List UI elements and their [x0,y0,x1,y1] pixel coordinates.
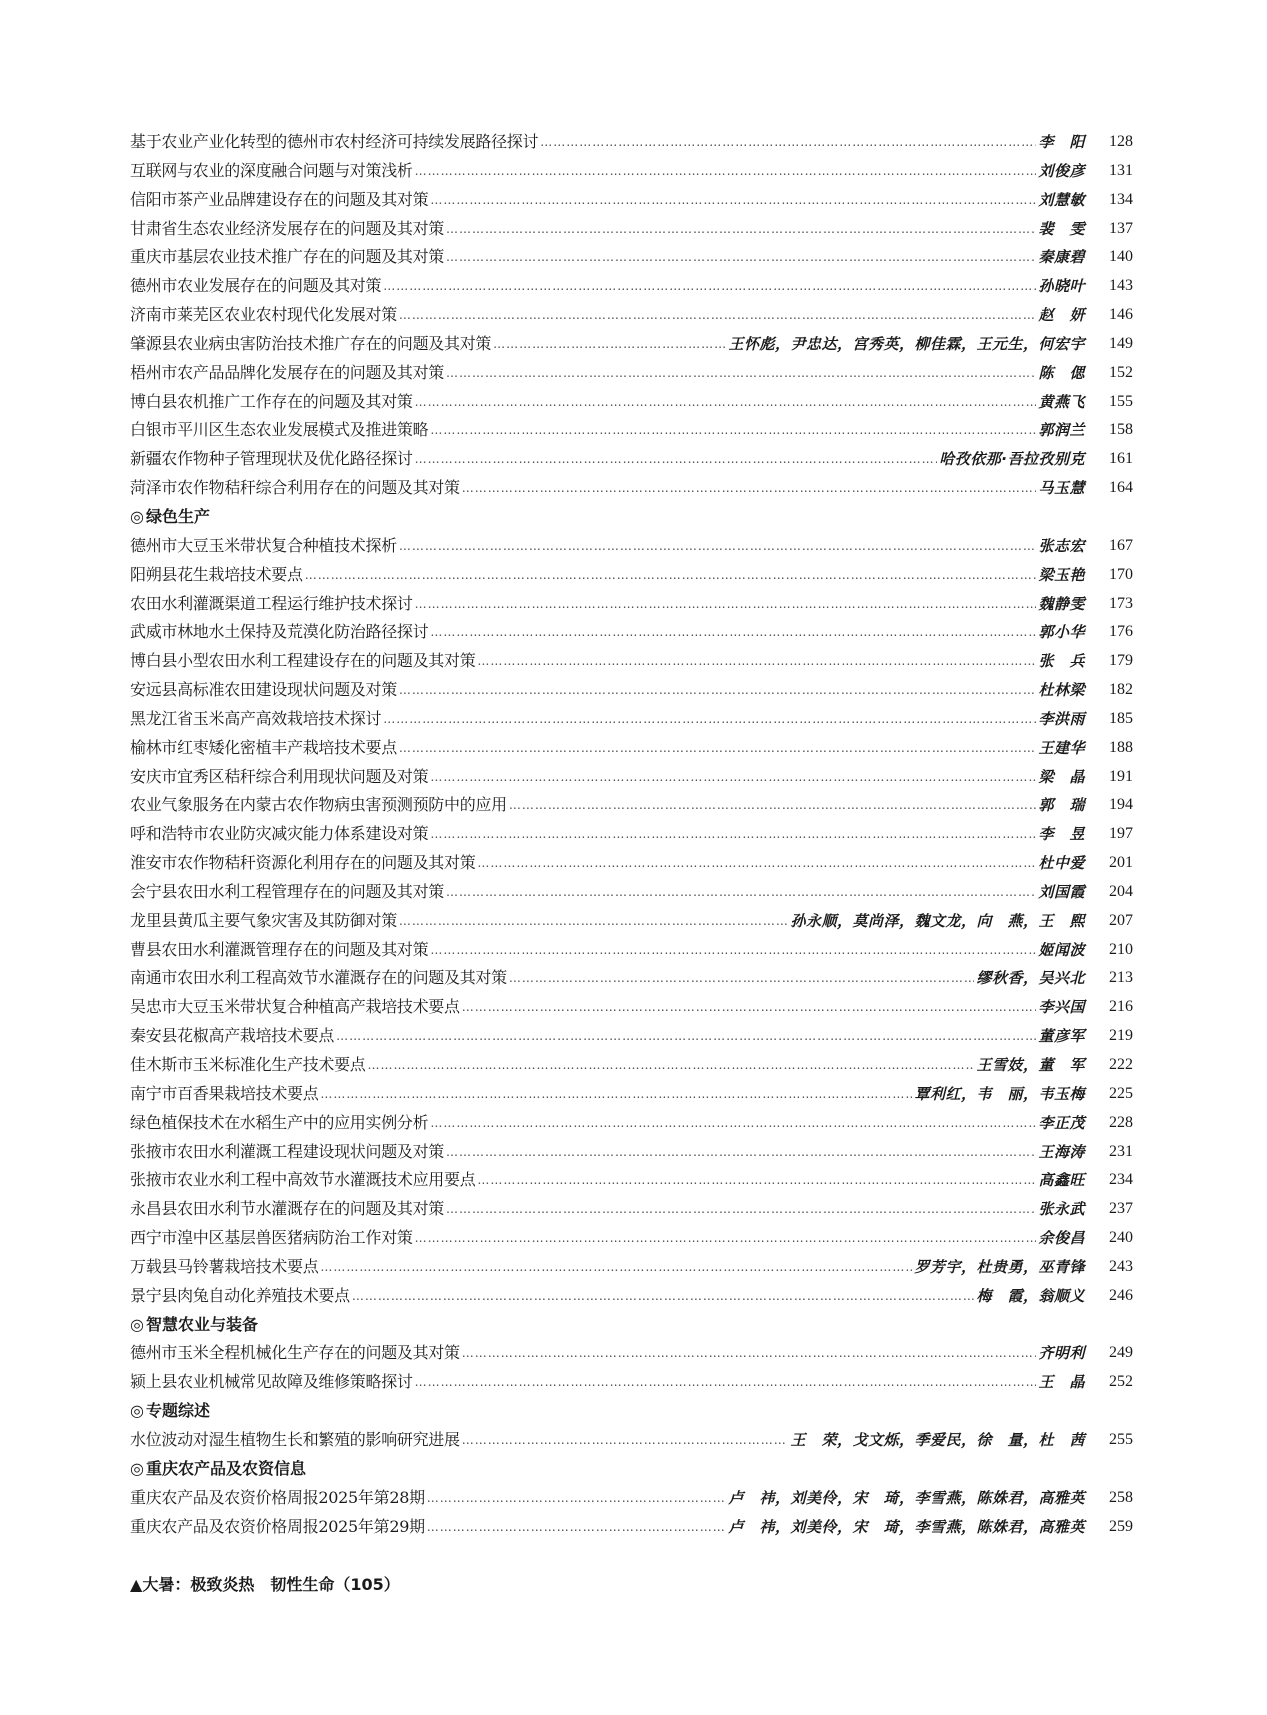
entry-author: 王海涛 [1038,1142,1085,1161]
entry-page-number: 228 [1109,1113,1133,1131]
entry-title: 景宁县肉兔自动化养殖技术要点 [130,1285,350,1305]
dot-leader [415,157,1037,186]
toc-entry[interactable] [130,590,1133,619]
entry-author: 赵 妍 [1038,306,1085,325]
entry-author: 张志宏 [1038,536,1085,555]
entry-title: 佳木斯市玉米标准化生产技术要点 [130,1055,366,1074]
toc-entry[interactable] [130,1109,1133,1138]
dot-leader [462,474,1037,503]
footer-caption [130,1572,400,1595]
toc-entry[interactable] [130,907,1133,936]
entry-title: 基于农业产业化转型的德州市农村经济可持续发展路径探讨 [130,132,539,151]
entry-title: 南宁市百香果栽培技术要点 [130,1083,319,1103]
toc-entry[interactable] [130,676,1133,705]
entry-page-number: 134 [1109,190,1133,208]
entry-title: 安远县高标准农田建设现状问题及对策 [130,680,397,700]
dot-leader [477,1166,1036,1195]
entry-author: 梁玉艳 [1038,565,1085,584]
toc-entry[interactable] [130,849,1133,878]
dot-leader [336,1022,1036,1051]
entry-page-number: 149 [1109,334,1133,352]
dot-leader [477,647,1036,676]
section-heading [130,503,1133,532]
dot-leader [462,993,1037,1022]
entry-page-number: 237 [1109,1200,1133,1218]
toc-entry[interactable] [130,1022,1133,1051]
dot-leader [446,359,1036,388]
toc-entry[interactable] [130,416,1133,445]
section-title: 专题综述 [145,1401,210,1421]
toc-entry[interactable] [130,820,1133,849]
entry-author: 杜林梁 [1038,681,1085,700]
entry-title: 南通市农田水利工程高效节水灌溉存在的问题及其对策 [130,968,507,988]
entry-author: 刘慧敏 [1038,190,1085,209]
entry-page-number: 216 [1109,998,1133,1016]
entry-title: 菏泽市农作物秸秆综合利用存在的问题及其对策 [130,478,460,498]
entry-author: 刘俊彦 [1038,161,1085,180]
entry-page-number: 140 [1109,248,1133,266]
entry-page-number: 131 [1109,161,1133,179]
dot-leader [383,705,1036,734]
section-heading [130,1311,1133,1340]
entry-title: 曹县农田水利灌溉管理存在的问题及其对策 [130,939,429,959]
toc-entry[interactable] [130,474,1133,503]
toc-entry[interactable] [130,1253,1133,1282]
entry-author: 罗芳宇，杜贵勇，巫青锋 [914,1257,1085,1276]
dot-leader [352,1282,975,1311]
toc-entry[interactable] [130,964,1133,993]
entry-author: 董彦军 [1038,1027,1085,1046]
section-heading [130,1455,1133,1484]
dot-leader [430,1109,1036,1138]
entry-title: 重庆市基层农业技术推广存在的问题及其对策 [130,247,445,267]
entry-title: 西宁市湟中区基层兽医猪病防治工作对策 [130,1228,413,1248]
toc-entry[interactable] [130,1484,1133,1513]
entry-page-number: 246 [1109,1286,1133,1304]
entry-title: 武威市林地水土保持及荒漠化防治路径探讨 [130,622,429,642]
entry-author: 马玉慧 [1038,479,1085,498]
entry-page-number: 146 [1109,306,1133,324]
entry-page-number: 225 [1109,1084,1133,1102]
entry-page-number: 191 [1109,767,1133,785]
toc-entry[interactable] [130,1426,1133,1455]
entry-page-number: 137 [1109,219,1133,237]
entry-author: 余俊昌 [1038,1229,1085,1248]
entry-title: 新疆农作物种子管理现状及优化路径探讨 [130,449,413,469]
dot-leader [415,1224,1037,1253]
entry-title: 互联网与农业的深度融合问题与对策浅析 [130,160,413,180]
entry-author: 黄燕飞 [1038,392,1085,411]
entry-page-number: 188 [1109,738,1133,756]
entry-page-number: 259 [1109,1517,1133,1535]
entry-title: 重庆农产品及农资价格周报2025年第29期 [130,1516,425,1536]
dot-leader [415,1368,1037,1397]
toc-entry[interactable] [130,878,1133,907]
entry-author: 郭小华 [1038,623,1085,642]
dot-leader [320,1253,912,1282]
entry-title: 绿色植保技术在水稻生产中的应用实例分析 [130,1112,429,1132]
entry-page-number: 258 [1109,1488,1133,1506]
footer-text: 大暑：极致炎热 韧性生命（105） [142,1575,400,1594]
toc-entry[interactable] [130,330,1133,359]
toc-entry[interactable] [130,1195,1133,1224]
entry-title: 白银市平川区生态农业发展模式及推进策略 [130,420,429,440]
dot-leader [415,590,1037,619]
toc-entry[interactable] [130,388,1133,417]
entry-author: 王怀彪，尹忠达，宫秀英，柳佳霖，王元生，何宏宇 [728,334,1085,353]
dot-leader [462,1339,1037,1368]
entry-author: 梁 晶 [1038,767,1085,786]
dot-leader [399,734,1037,763]
toc-entry[interactable] [130,1368,1133,1397]
entry-author: 王 晶 [1038,1373,1085,1392]
toc-entry[interactable] [130,186,1133,215]
section-heading [130,1397,1133,1426]
section-title: 重庆农产品及农资信息 [145,1458,306,1478]
dot-leader [415,445,938,474]
entry-page-number: 222 [1109,1056,1133,1073]
entry-author: 卢 祎，刘美伶，宋 琦，李雪燕，陈姝君，高雅英 [728,1488,1085,1507]
toc-entry[interactable] [130,791,1133,820]
section-circle-icon: ◎ [130,1458,144,1478]
dot-leader [509,791,1037,820]
toc-entry[interactable] [130,1138,1133,1167]
toc-entry[interactable] [130,157,1133,186]
entry-title: 重庆农产品及农资价格周报2025年第28期 [130,1487,425,1507]
entry-page-number: 213 [1109,969,1133,987]
entry-title: 呼和浩特市农业防灾减灾能力体系建设对策 [130,824,429,844]
toc-entry[interactable] [130,734,1133,763]
entry-page-number: 143 [1109,277,1133,295]
dot-leader [462,1426,789,1455]
entry-title: 肇源县农业病虫害防治技术推广存在的问题及其对策 [130,333,492,353]
table-of-contents [130,128,1133,1541]
dot-leader [427,1513,727,1542]
entry-title: 阳朔县花生栽培技术要点 [130,564,303,584]
entry-page-number: 176 [1109,623,1133,641]
toc-entry[interactable] [130,936,1133,965]
entry-page-number: 170 [1109,565,1133,583]
entry-page-number: 240 [1109,1229,1133,1247]
dot-leader [430,618,1036,647]
dot-leader [430,416,1036,445]
dot-leader [399,301,1037,330]
entry-page-number: 173 [1109,594,1133,612]
toc-entry[interactable] [130,1166,1133,1195]
toc-entry[interactable] [130,1080,1133,1109]
dot-leader [430,763,1036,792]
dot-leader [305,561,1037,590]
dot-leader [493,330,726,359]
entry-page-number: 155 [1109,392,1133,410]
entry-author: 陈 偲 [1038,363,1085,382]
dot-leader [446,1195,1036,1224]
entry-page-number: 161 [1109,450,1133,468]
entry-page-number: 182 [1109,681,1133,699]
entry-author: 高鑫旺 [1038,1171,1085,1190]
entry-page-number: 158 [1109,421,1133,439]
toc-entry[interactable] [130,301,1133,330]
toc-entry[interactable] [130,647,1133,676]
dot-leader [399,532,1037,561]
entry-author: 李洪雨 [1038,709,1085,728]
entry-author: 裴 雯 [1038,219,1085,238]
entry-author: 李正茂 [1038,1113,1085,1132]
dot-leader [320,1080,912,1109]
toc-entry[interactable] [130,445,1133,474]
entry-author: 姬闻波 [1038,940,1085,959]
toc-entry[interactable] [130,763,1133,792]
entry-author: 梅 霞，翁顺义 [976,1286,1085,1305]
entry-title: 梧州市农产品品牌化发展存在的问题及其对策 [130,362,445,382]
section-circle-icon: ◎ [130,1314,144,1334]
dot-leader [446,1138,1036,1167]
entry-author: 杜中爱 [1038,854,1085,873]
dot-leader [446,243,1036,272]
entry-title: 淮安市农作物秸秆资源化利用存在的问题及其对策 [130,853,476,873]
dot-leader [477,849,1036,878]
entry-author: 李 昱 [1038,825,1085,844]
entry-author: 张永武 [1038,1200,1085,1219]
toc-entry[interactable] [130,1513,1133,1542]
entry-title: 农业气象服务在内蒙古农作物病虫害预测预防中的应用 [130,795,507,815]
toc-entry[interactable] [130,359,1133,388]
entry-title: 德州市大豆玉米带状复合种植技术探析 [130,535,397,555]
entry-page-number: 204 [1109,882,1133,900]
dot-leader [430,936,1036,965]
entry-author: 哈孜依那·吾拉孜别克 [939,450,1085,469]
entry-title: 安庆市宜秀区秸秆综合利用现状问题及对策 [130,766,429,786]
entry-title: 博白县小型农田水利工程建设存在的问题及其对策 [130,651,476,671]
entry-page-number: 219 [1109,1027,1133,1045]
entry-author: 王建华 [1038,738,1085,757]
entry-title: 颍上县农业机械常见故障及维修策略探讨 [130,1372,413,1392]
triangle-icon: ▲ [130,1575,143,1594]
toc-entry[interactable] [130,128,1133,157]
dot-leader [509,964,975,993]
entry-title: 水位波动对湿生植物生长和繁殖的影响研究进展 [130,1429,460,1449]
entry-title: 吴忠市大豆玉米带状复合种植高产栽培技术要点 [130,997,460,1017]
entry-author: 孙永顺，莫尚泽，魏文龙，向 燕，王 熙 [790,911,1085,930]
entry-page-number: 210 [1109,940,1133,958]
entry-author: 孙晓叶 [1038,277,1085,296]
entry-page-number: 128 [1109,133,1133,150]
entry-page-number: 197 [1109,825,1133,843]
entry-title: 龙里县黄瓜主要气象灾害及其防御对策 [130,910,397,930]
toc-entry[interactable] [130,272,1133,301]
toc-entry[interactable] [130,618,1133,647]
entry-title: 农田水利灌溉渠道工程运行维护技术探讨 [130,593,413,613]
entry-author: 刘国霞 [1038,882,1085,901]
entry-author: 郭 瑞 [1038,796,1085,815]
entry-author: 李兴国 [1038,998,1085,1017]
entry-author: 缪秋香，吴兴北 [976,969,1085,988]
entry-page-number: 164 [1109,479,1133,497]
entry-page-number: 167 [1109,536,1133,554]
entry-title: 德州市玉米全程机械化生产存在的问题及其对策 [130,1343,460,1363]
entry-title: 榆林市红枣矮化密植丰产栽培技术要点 [130,737,397,757]
entry-page-number: 234 [1109,1171,1133,1189]
entry-author: 张 兵 [1038,652,1085,671]
entry-title: 德州市农业发展存在的问题及其对策 [130,276,382,296]
entry-author: 卢 祎，刘美伶，宋 琦，李雪燕，陈姝君，高雅英 [728,1517,1085,1536]
entry-author: 秦康碧 [1038,248,1085,267]
entry-title: 黑龙江省玉米高产高效栽培技术探讨 [130,708,382,728]
entry-author: 郭润兰 [1038,421,1085,440]
section-circle-icon: ◎ [130,1401,144,1421]
entry-page-number: 207 [1109,911,1133,929]
entry-title: 永昌县农田水利节水灌溉存在的问题及其对策 [130,1199,445,1219]
entry-page-number: 249 [1109,1344,1133,1362]
section-title: 绿色生产 [145,506,210,526]
section-circle-icon: ◎ [130,506,144,526]
dot-leader [540,128,1036,157]
toc-entry[interactable] [130,532,1133,561]
dot-leader [430,820,1036,849]
entry-author: 王 荣，戈文烁，季爱民，徐 量，杜 茜 [790,1430,1085,1449]
entry-title: 秦安县花椒高产栽培技术要点 [130,1026,335,1046]
entry-author: 覃利红，韦 丽，韦玉梅 [914,1084,1085,1103]
entry-title: 博白县农机推广工作存在的问题及其对策 [130,391,413,411]
toc-entry[interactable] [130,1051,1133,1080]
entry-author: 王雪妓，董 军 [976,1056,1085,1074]
entry-page-number: 255 [1109,1430,1133,1448]
dot-leader [415,388,1037,417]
dot-leader [399,676,1037,705]
entry-page-number: 252 [1109,1373,1133,1391]
entry-page-number: 179 [1109,652,1133,670]
toc-entry[interactable] [130,243,1133,272]
dot-leader [399,907,789,936]
dot-leader [430,186,1036,215]
entry-page-number: 201 [1109,854,1133,872]
entry-title: 信阳市茶产业品牌建设存在的问题及其对策 [130,189,429,209]
entry-page-number: 185 [1109,709,1133,727]
toc-entry[interactable] [130,705,1133,734]
entry-page-number: 194 [1109,796,1133,814]
entry-title: 会宁县农田水利工程管理存在的问题及其对策 [130,881,445,901]
toc-entry[interactable] [130,993,1133,1022]
entry-title: 甘肃省生态农业经济发展存在的问题及其对策 [130,218,445,238]
toc-entry[interactable] [130,1224,1133,1253]
section-title: 智慧农业与装备 [145,1314,258,1334]
toc-entry[interactable] [130,561,1133,590]
dot-leader [446,215,1036,244]
entry-title: 万载县马铃薯栽培技术要点 [130,1256,319,1276]
entry-author: 魏静雯 [1038,594,1085,613]
toc-entry[interactable] [130,1282,1133,1311]
dot-leader [427,1484,727,1513]
entry-title: 济南市莱芜区农业农村现代化发展对策 [130,305,397,325]
toc-entry[interactable] [130,215,1133,244]
dot-leader [368,1051,975,1080]
dot-leader [446,878,1036,907]
entry-author: 李 阳 [1038,133,1085,151]
toc-entry[interactable] [130,1339,1133,1368]
entry-page-number: 231 [1109,1142,1133,1160]
entry-title: 张掖市农业水利工程中高效节水灌溉技术应用要点 [130,1170,476,1190]
entry-title: 张掖市农田水利灌溉工程建设现状问题及对策 [130,1141,445,1161]
entry-page-number: 243 [1109,1257,1133,1275]
entry-author: 齐明利 [1038,1344,1085,1363]
dot-leader [383,272,1036,301]
entry-page-number: 152 [1109,363,1133,381]
